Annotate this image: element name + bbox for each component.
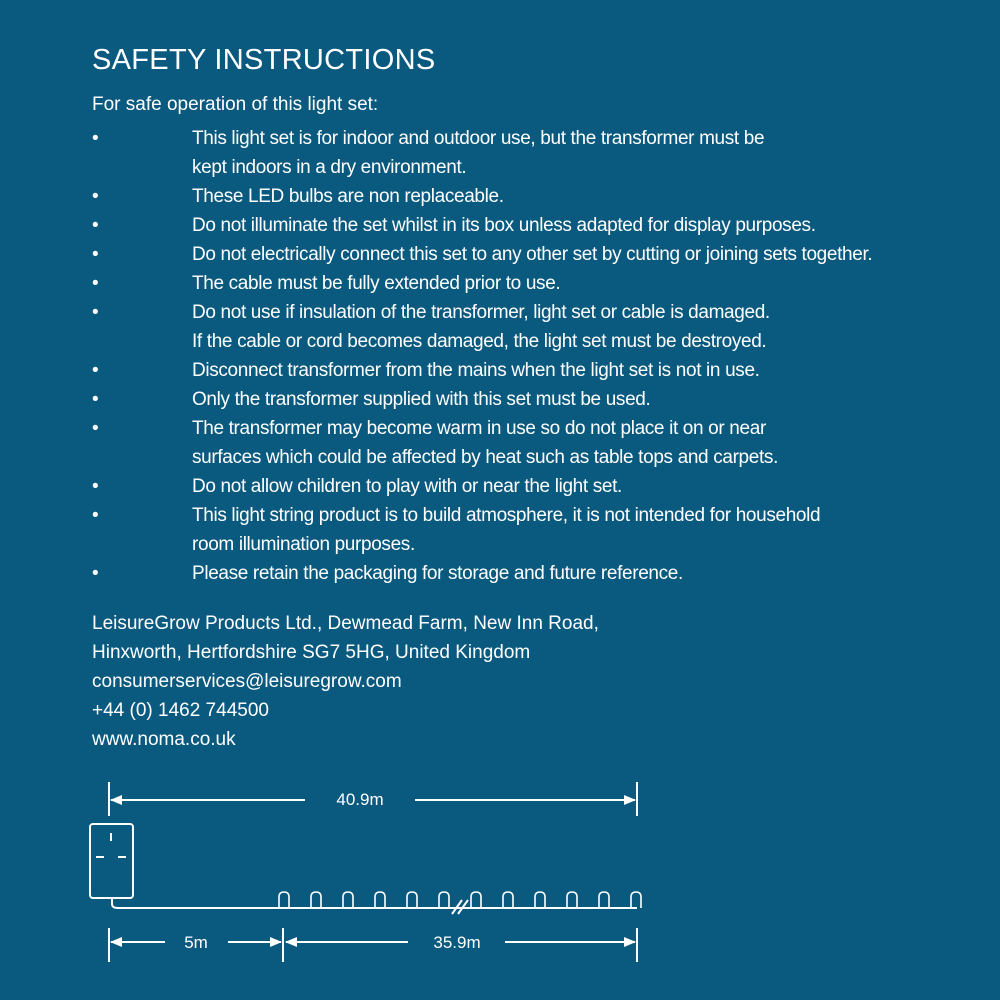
lit-length-label: 35.9m <box>433 933 481 952</box>
led-bulb-icon <box>471 892 481 908</box>
led-bulb-icon <box>535 892 545 908</box>
list-item: • Only the transformer supplied with this set must be used. <box>92 385 992 414</box>
address-line-1: LeisureGrow Products Ltd., Dewmead Farm, New Inn Road, <box>92 613 599 634</box>
total-length-label: 40.9m <box>336 790 384 809</box>
list-item: • This light string product is to build atmosphere, it is not intended for household room illumination purposes. <box>92 501 992 559</box>
led-bulb-icon <box>599 892 609 908</box>
contact-block <box>92 609 599 754</box>
led-bulb-icon <box>343 892 353 908</box>
list-item: • Please retain the packaging for storage and future reference. <box>92 559 992 588</box>
lead-length-label: 5m <box>184 933 208 952</box>
led-bulbs <box>279 892 641 908</box>
contact-email: consumerservices@leisuregrow.com <box>92 671 402 692</box>
list-item: • Disconnect transformer from the mains when the light set is not in use. <box>92 356 992 385</box>
contact-phone: +44 (0) 1462 744500 <box>92 700 269 721</box>
led-bulb-icon <box>503 892 513 908</box>
led-bulb-icon <box>407 892 417 908</box>
list-item: • The transformer may become warm in use so do not place it on or near surfaces which could be affected by heat such as table tops and carpets. <box>92 414 992 472</box>
website-url: www.noma.co.uk <box>92 729 236 750</box>
address-line-2: Hinxworth, Hertfordshire SG7 5HG, United Kingdom <box>92 642 531 663</box>
list-item: • These LED bulbs are non replaceable. <box>92 182 992 211</box>
page-title: SAFETY INSTRUCTIONS <box>92 44 436 76</box>
list-item: • Do not allow children to play with or near the light set. <box>92 472 992 501</box>
list-item: • Do not illuminate the set whilst in its box unless adapted for display purposes. <box>92 211 992 240</box>
list-item: • This light set is for indoor and outdoor use, but the transformer must be kept indoors in a dry environment. <box>92 124 992 182</box>
led-bulb-icon <box>439 892 449 908</box>
led-bulb-icon <box>567 892 577 908</box>
led-bulb-icon <box>279 892 289 908</box>
intro-text: For safe operation of this light set: <box>92 94 379 115</box>
list-item: • Do not use if insulation of the transformer, light set or cable is damaged. If the cable or cord becomes damaged, the light set must be destroyed. <box>92 298 992 356</box>
light-set-length-diagram <box>0 770 1000 990</box>
transformer-plug-icon <box>90 824 133 898</box>
led-bulb-icon <box>375 892 385 908</box>
list-item: • Do not electrically connect this set to any other set by cutting or joining sets together. <box>92 240 992 269</box>
list-item: • The cable must be fully extended prior to use. <box>92 269 992 298</box>
led-bulb-icon <box>311 892 321 908</box>
led-bulb-icon <box>631 892 641 908</box>
safety-instructions-list <box>92 124 992 588</box>
